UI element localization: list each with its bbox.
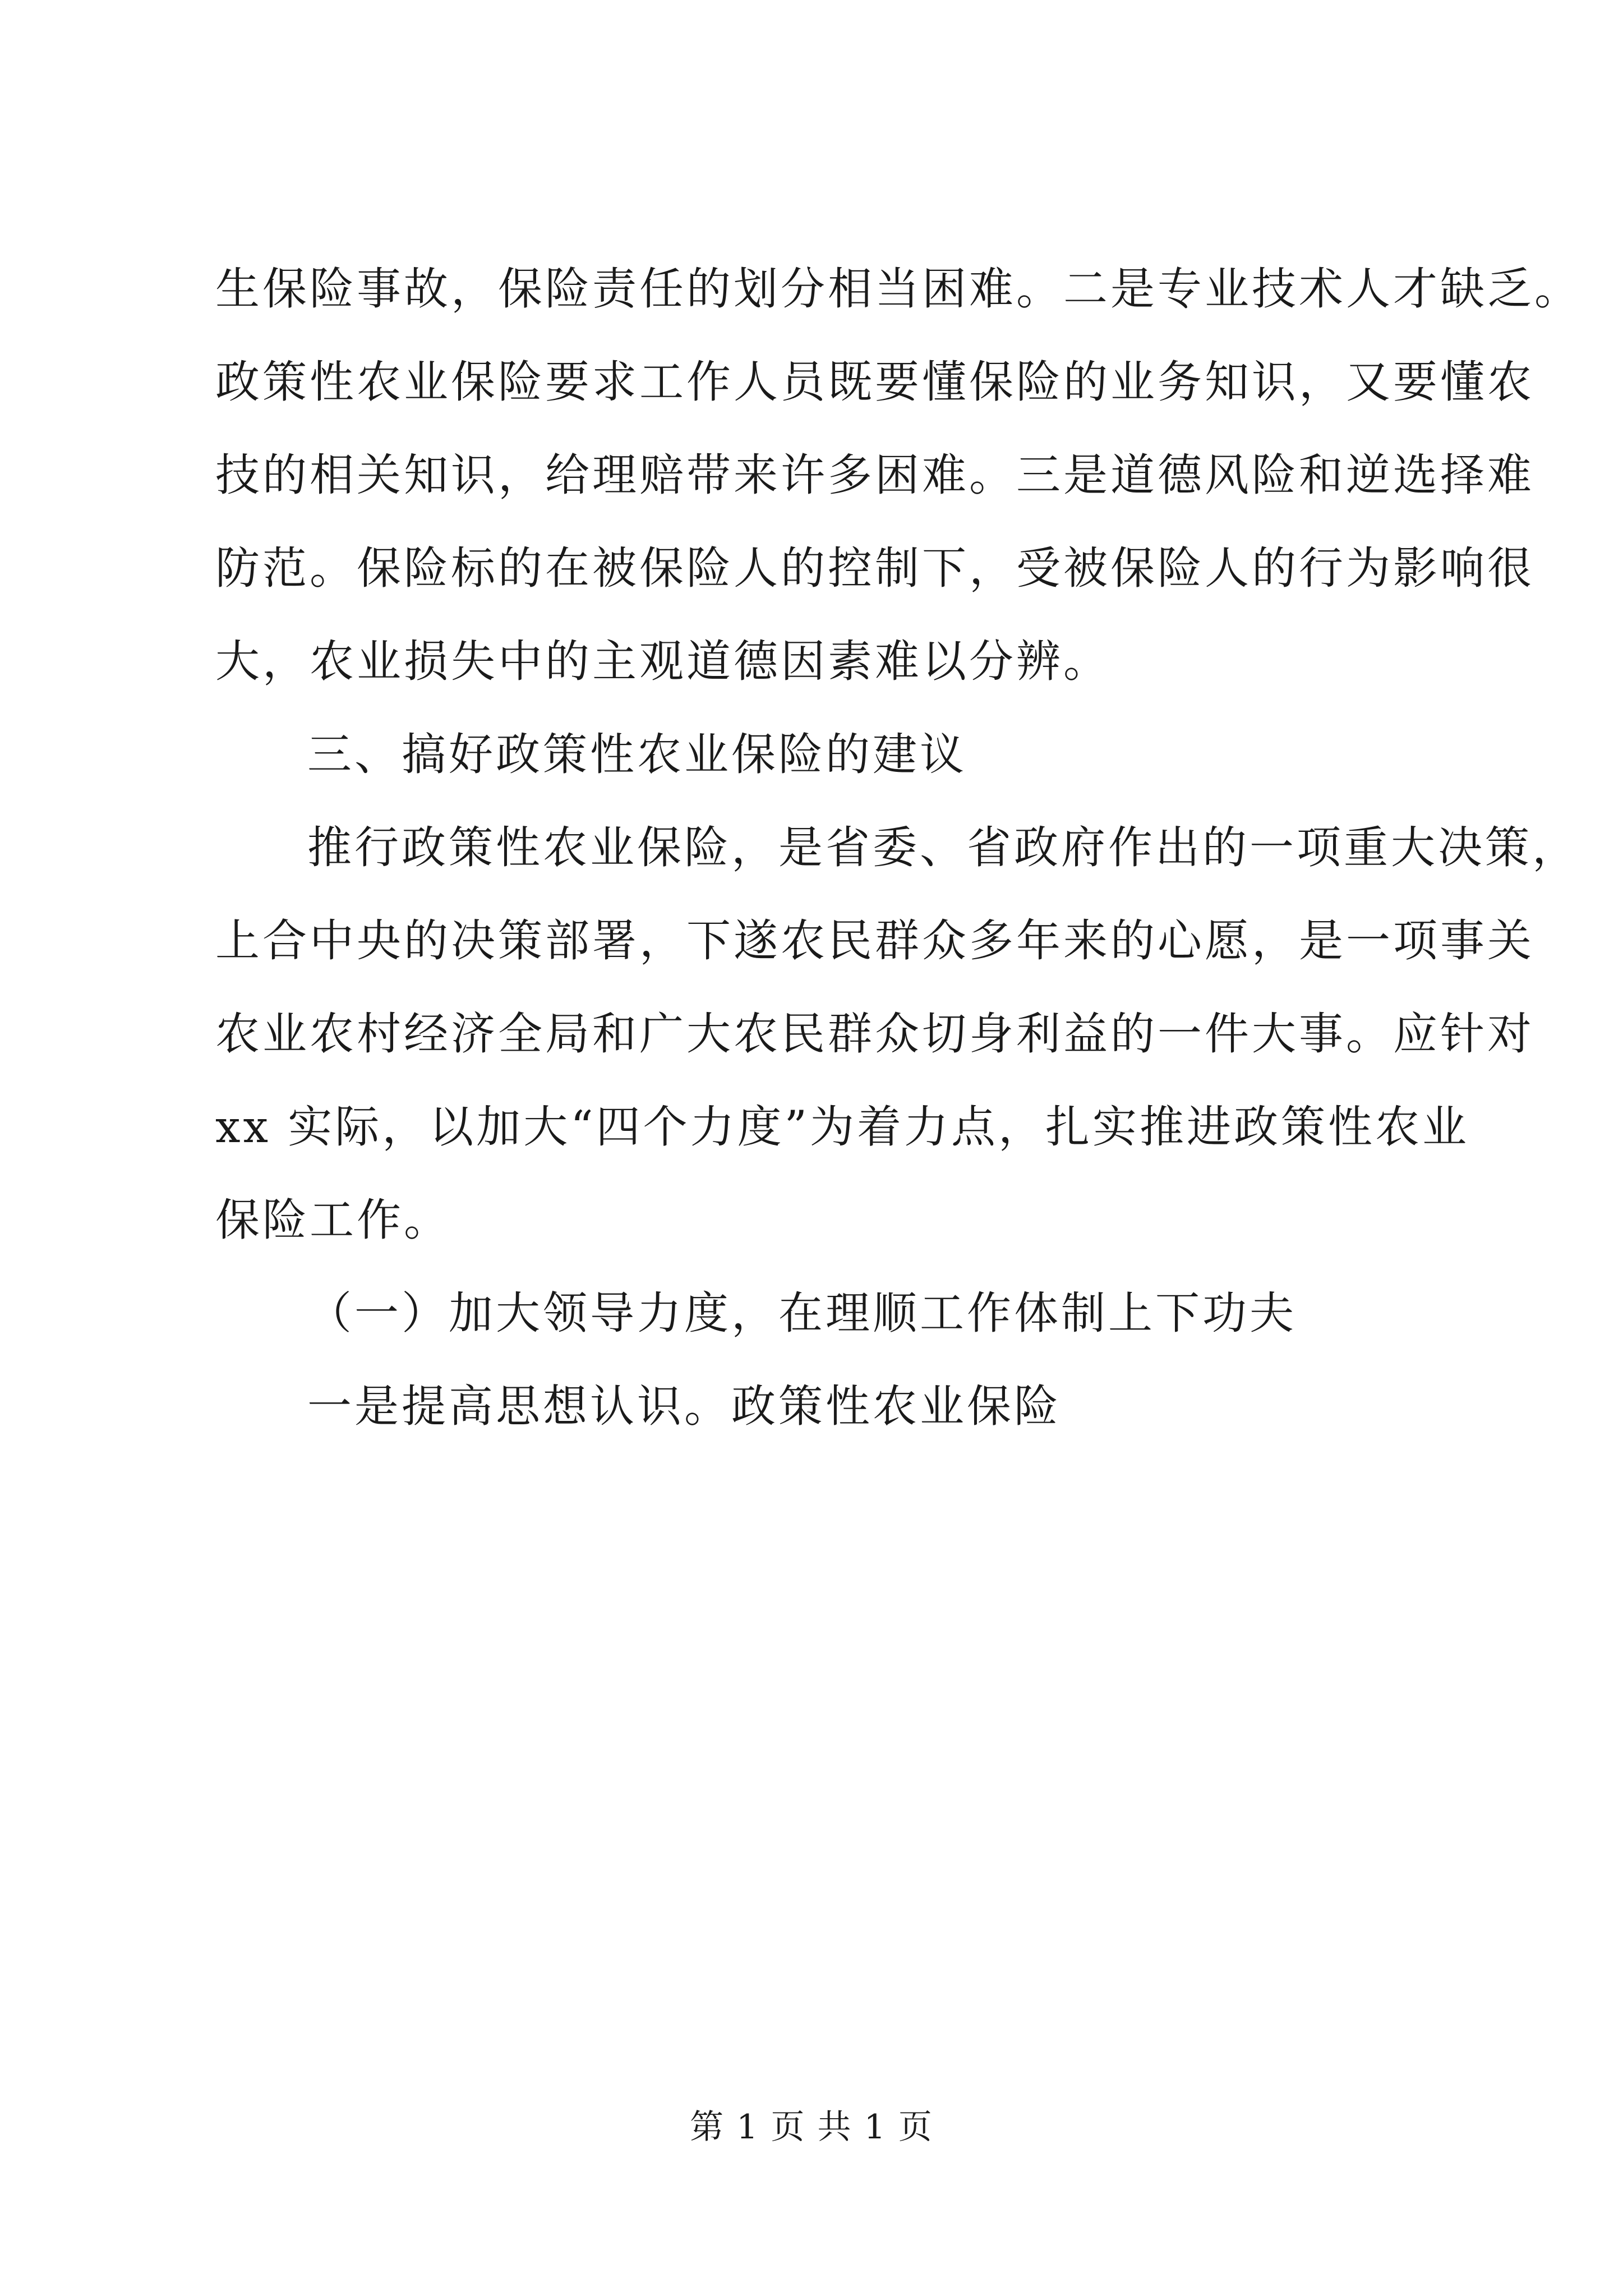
text-line: 农业农村经济全局和广大农民群众切身利益的一件大事。应针对 (215, 1008, 1534, 1060)
text-line: 政策性农业保险要求工作人员既要懂保险的业务知识，又要懂农 (215, 356, 1534, 408)
page-footer: 第 1 页 共 1 页 (690, 2108, 933, 2147)
section-heading: 三、搞好政策性农业保险的建议 (307, 729, 967, 780)
text-line: 防范。保险标的在被保险人的控制下，受被保险人的行为影响很 (215, 542, 1534, 594)
text-line: 上合中央的决策部署，下遂农民群众多年来的心愿，是一项事关 (215, 915, 1534, 967)
text-line: xx 实际，以加大“四个力度”为着力点，扎实推进政策性农业 (215, 1101, 1469, 1153)
text-line: 技的相关知识，给理赔带来许多困难。三是道德风险和逆选择难 (215, 449, 1534, 501)
text-line: 一是提高思想认识。政策性农业保险 (307, 1381, 1061, 1432)
body-text (215, 242, 1581, 1453)
text-line: 保险工作。 (215, 1194, 451, 1246)
text-line: 推行政策性农业保险，是省委、省政府作出的一项重大决策， (307, 822, 1579, 873)
text-line: 大，农业损失中的主观道德因素难以分辨。 (215, 636, 1110, 687)
text-line: 生保险事故，保险责任的划分相当困难。二是专业技术人才缺乏。 (215, 263, 1581, 315)
subsection-heading: （一）加大领导力度，在理顺工作体制上下功夫 (307, 1287, 1297, 1339)
